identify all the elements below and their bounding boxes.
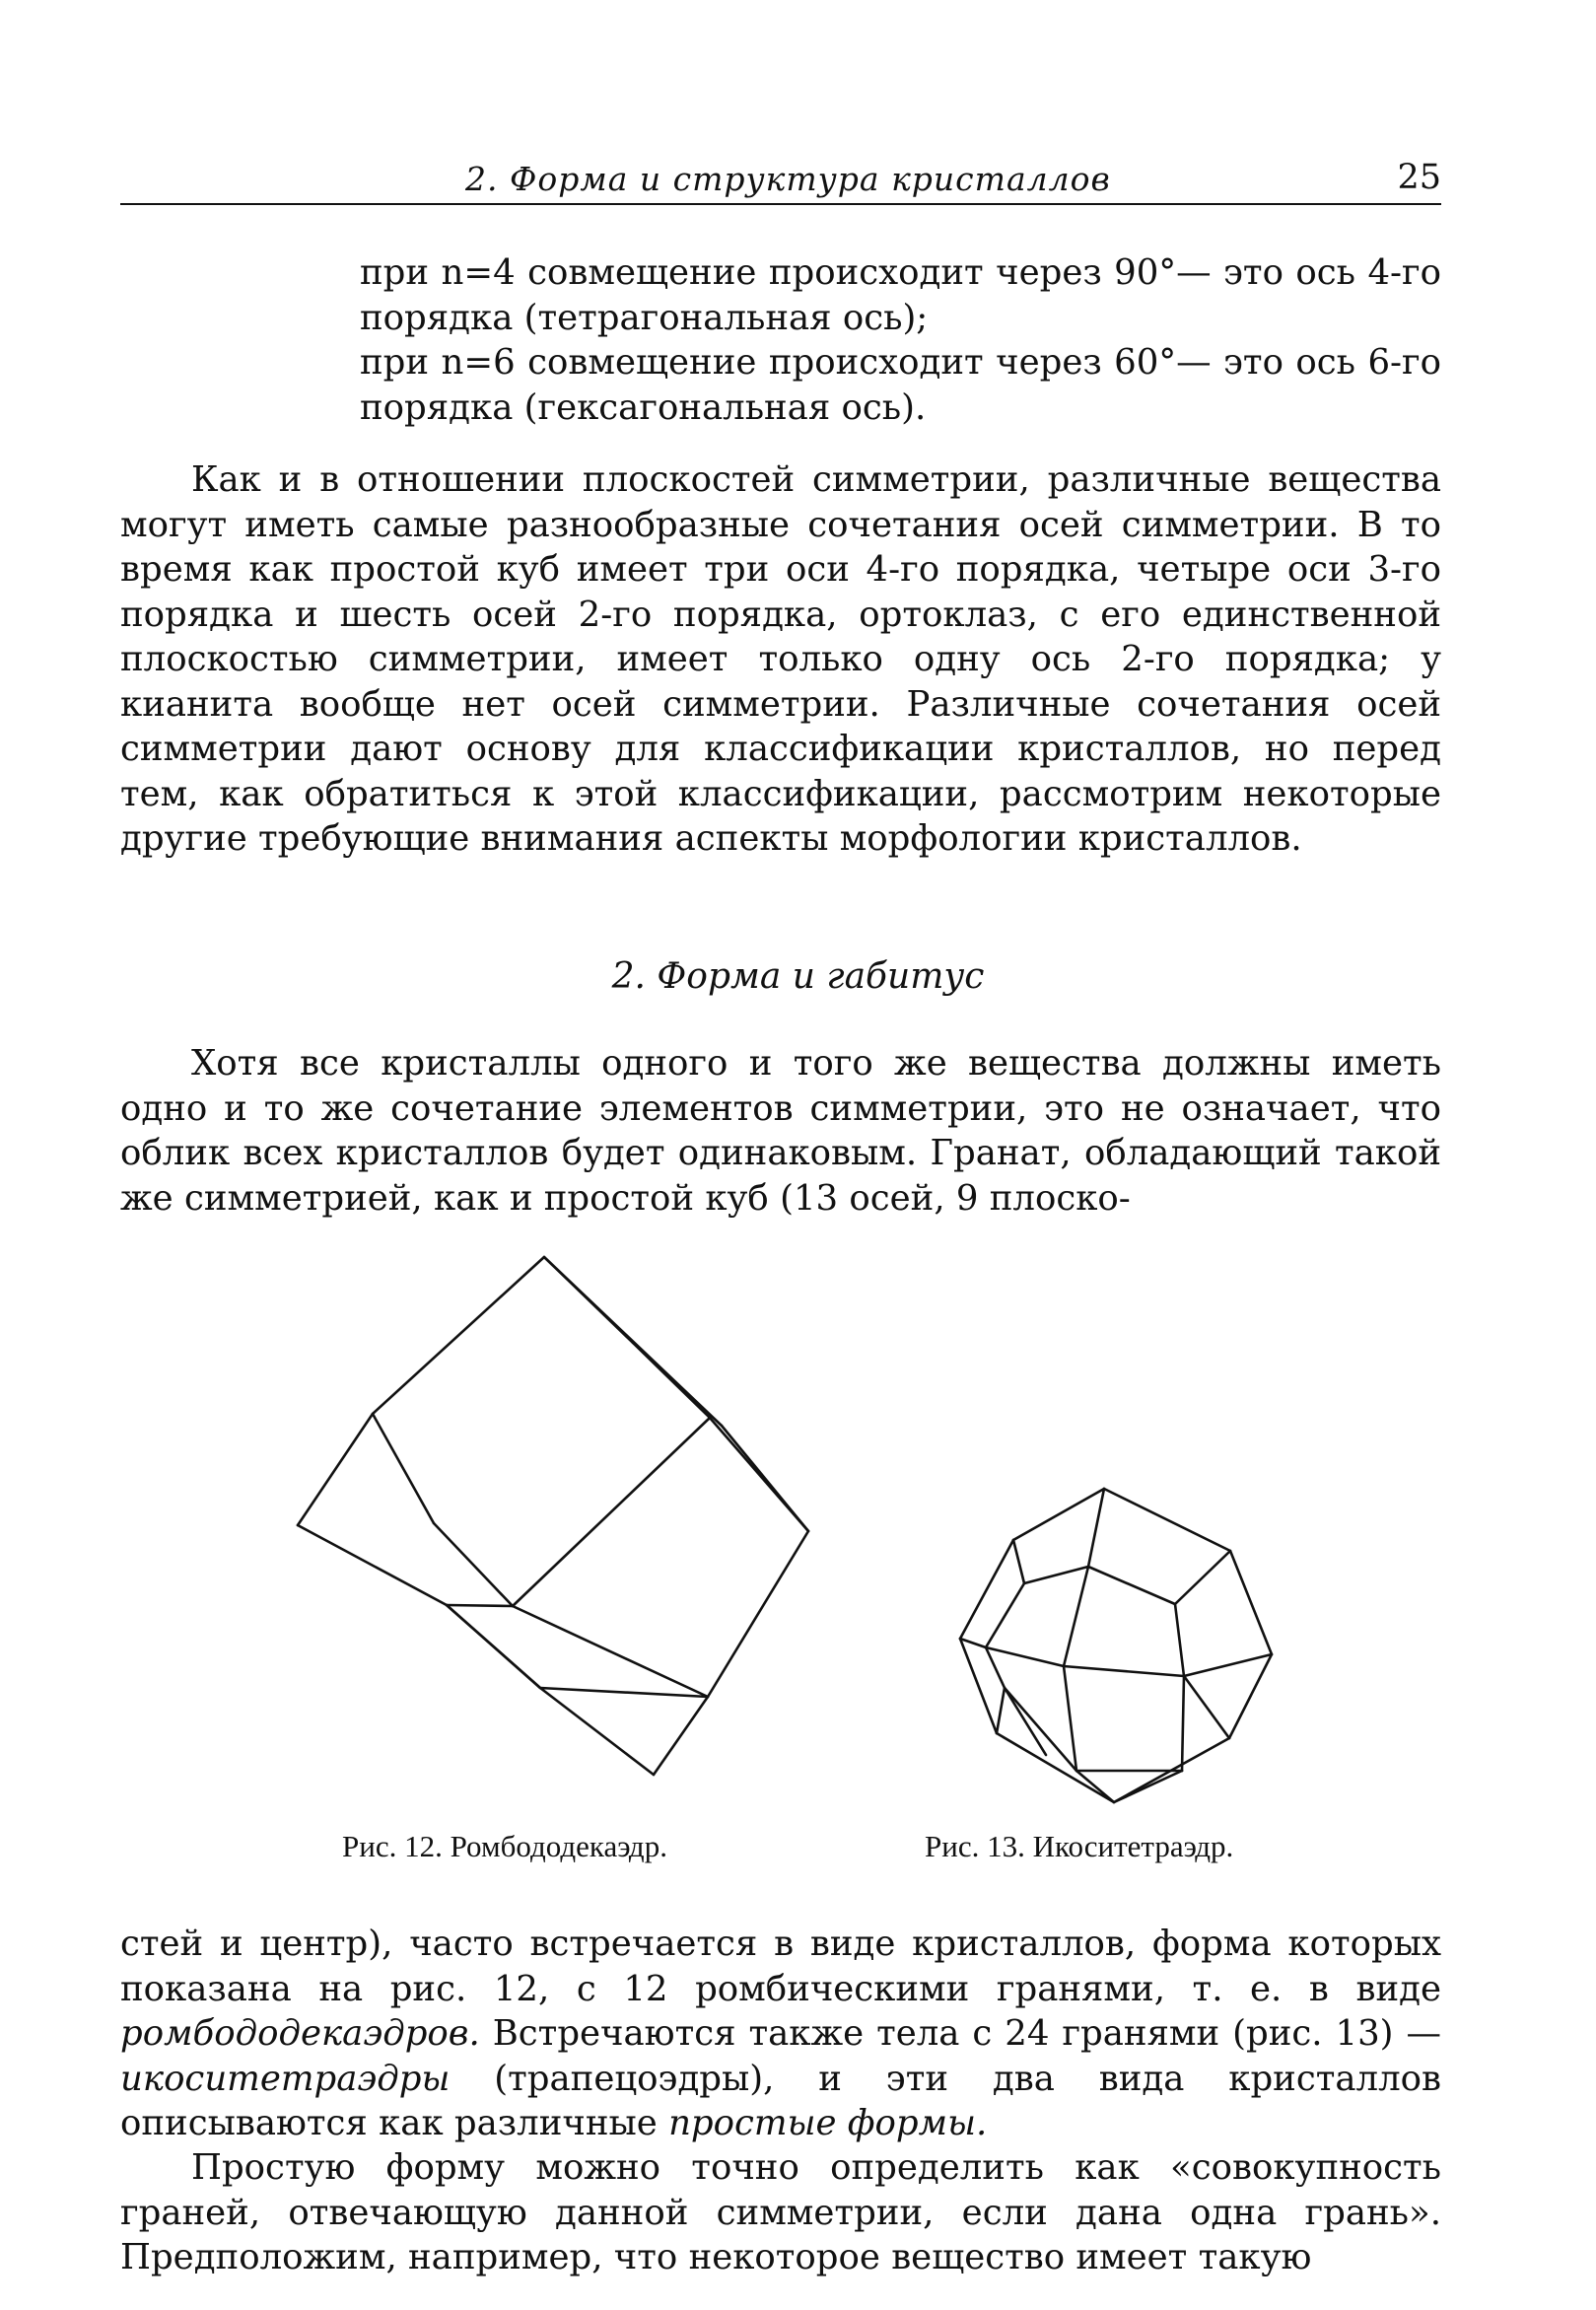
list-item-n4: при n=4 совмещение происходит через 90°— это ось 4-го порядка (тетрагональная ось); xyxy=(360,252,1441,338)
crystal-edge xyxy=(986,1647,1005,1688)
crystal-edge xyxy=(544,1257,633,1343)
crystal-edge xyxy=(708,1531,808,1697)
crystal-edge xyxy=(633,1343,710,1418)
paragraph-form-habit: Хотя все кристаллы одного и того же вещества должны иметь одно и то же сочетание элементов симметрии, это не означает, что облик всех кристаллов будет одинаковым. Гранат, обладающий такой же симметрией, как и простой куб (13 осей, 9 плоско- xyxy=(120,1043,1441,1219)
crystal-edge xyxy=(1114,1771,1182,1802)
list-item-n6: при n=6 совмещение происходит через 60°— это ось 6-го порядка (гексагональная ось). xyxy=(360,342,1441,428)
crystal-edge xyxy=(447,1605,540,1688)
page-number: 25 xyxy=(1397,158,1441,197)
crystal-edge xyxy=(1005,1688,1046,1755)
paragraph3-part3: (трапецоэдры), и эти два вида кристаллов описываются как различные xyxy=(120,2058,1441,2143)
rhombic-dodecahedron-figure xyxy=(286,1242,838,1794)
term-simple-forms: простые формы. xyxy=(668,2103,988,2143)
crystal-edge xyxy=(1175,1551,1230,1604)
paragraph-simple-forms xyxy=(120,1922,1441,2146)
figure-12-caption: Рис. 12. Ромбододекаэдр. xyxy=(342,1829,667,1863)
crystal-edge xyxy=(1184,1654,1272,1676)
crystal-edge xyxy=(513,1418,710,1606)
crystal-edge xyxy=(986,1583,1024,1647)
crystal-edge xyxy=(1230,1551,1272,1654)
crystal-edge xyxy=(1013,1540,1024,1583)
crystal-edge xyxy=(513,1606,708,1697)
crystal-edge xyxy=(434,1523,513,1606)
paragraph-simple-form-definition: Простую форму можно точно определить как «совокупность граней, отвечающую данной симметрии, если дана одна грань». Предположим, например, что некоторое вещество имеет такую xyxy=(120,2147,1441,2277)
crystal-edge xyxy=(997,1688,1005,1733)
rhombic-dodecahedron-edges xyxy=(298,1257,808,1775)
crystal-edge xyxy=(298,1414,373,1525)
crystal-edge xyxy=(1182,1676,1184,1771)
crystal-edge xyxy=(960,1540,1013,1639)
paragraph3-part1: стей и центр), часто встречается в виде кристаллов, форма которых показана на рис. 12, с 12 ромбическими гранями, т. е. в виде xyxy=(120,1924,1441,2009)
crystal-edge xyxy=(1088,1489,1104,1567)
crystal-edge xyxy=(986,1647,1064,1666)
crystal-edge xyxy=(447,1605,513,1606)
crystal-edge xyxy=(1024,1567,1088,1583)
crystal-edge xyxy=(710,1418,808,1531)
crystal-edge xyxy=(540,1688,708,1697)
crystal-edge xyxy=(373,1414,434,1523)
running-header xyxy=(120,158,1441,205)
icositetrahedron-edges xyxy=(960,1489,1272,1802)
crystal-edge xyxy=(298,1525,447,1605)
paragraph3-part2: Встречаются также тела с 24 гранями (рис. 13) — xyxy=(479,2013,1441,2054)
crystal-edge xyxy=(997,1733,1114,1802)
crystal-edge xyxy=(1013,1489,1104,1540)
crystal-edge xyxy=(1076,1771,1114,1802)
running-title: 2. Форма и структура кристаллов xyxy=(465,160,1111,198)
crystal-edge xyxy=(1088,1567,1175,1604)
crystal-edge xyxy=(1104,1489,1230,1551)
paragraph-symmetry-axes: Как и в отношении плоскостей симметрии, различные вещества могут иметь самые разнообразные сочетания осей симметрии. В то время как простой куб имеет три оси 4-го порядка, четыре оси 3-го порядка и шесть осей 2-го порядка, ортоклаз, с его единственной плоскостью симметрии, имеет только одну ось 2-го порядка; у кианита вообще нет осей симметрии. Различные сочетания осей симметрии дают основу для классификации кристаллов, но перед тем, как обратиться к этой классификации, рассмотрим некоторые другие требующие внимания аспекты морфологии кристаллов. xyxy=(120,459,1441,859)
section-heading: 2. Форма и габитус xyxy=(611,956,985,997)
crystal-edge xyxy=(1064,1567,1088,1666)
crystal-edge xyxy=(540,1688,654,1775)
crystal-edge xyxy=(960,1639,997,1733)
term-rhombic-dodecahedra: ромбододекаэдров. xyxy=(120,2013,480,2054)
icositetrahedron-figure xyxy=(946,1469,1282,1824)
crystal-edge xyxy=(1184,1676,1229,1738)
crystal-edge xyxy=(1229,1654,1272,1738)
term-icositetrahedra: икоситетраэдры xyxy=(120,2058,451,2099)
crystal-edge xyxy=(654,1697,708,1775)
crystal-edge xyxy=(1175,1604,1184,1676)
crystal-edge xyxy=(1064,1666,1184,1676)
crystal-edge xyxy=(373,1257,544,1414)
figure-13-caption: Рис. 13. Икоситетраэдр. xyxy=(925,1829,1234,1863)
crystal-edge xyxy=(1064,1666,1076,1771)
